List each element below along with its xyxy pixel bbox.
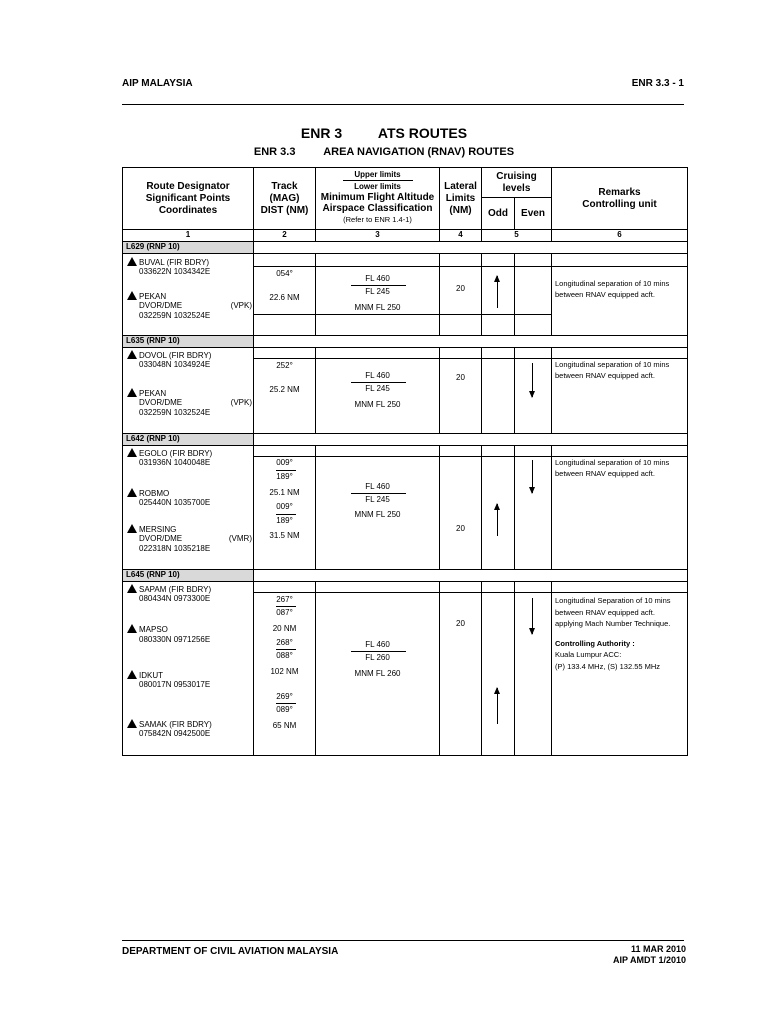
controlling-authority-label: Controlling Authority : bbox=[555, 638, 635, 648]
footer-department: DEPARTMENT OF CIVIL AVIATION MALAYSIA bbox=[122, 946, 339, 957]
col2-header: Track (MAG) DIST (NM) bbox=[254, 168, 316, 230]
l629-lateral: 20 bbox=[440, 254, 482, 336]
route-l645-row bbox=[123, 582, 688, 756]
arrow-up-icon bbox=[497, 504, 498, 536]
col5-header: Cruising levels Odd Even bbox=[482, 168, 552, 230]
l635-limits: FL 460 FL 245 MNM FL 250 bbox=[316, 348, 440, 434]
title-ats: ATS ROUTES bbox=[377, 125, 468, 141]
route-l642-row bbox=[123, 446, 688, 570]
l642-even bbox=[515, 446, 552, 570]
triangle-icon bbox=[127, 670, 137, 679]
triangle-icon bbox=[127, 291, 137, 300]
odd-header: Odd bbox=[482, 198, 515, 229]
l645-lateral: 20 bbox=[440, 582, 482, 756]
triangle-icon bbox=[127, 624, 137, 633]
triangle-icon bbox=[127, 719, 137, 728]
l635-odd bbox=[482, 348, 515, 434]
route-l629-row bbox=[123, 254, 688, 336]
arrow-down-icon bbox=[532, 363, 533, 397]
title-enr: ENR 3 bbox=[300, 125, 343, 141]
triangle-icon bbox=[127, 350, 137, 359]
footer-rule bbox=[122, 940, 684, 941]
triangle-icon bbox=[127, 584, 137, 593]
section-number: ENR 3.3 bbox=[253, 146, 296, 158]
section-title bbox=[0, 146, 768, 158]
l645-even bbox=[515, 582, 552, 756]
even-header: Even bbox=[521, 208, 545, 219]
l635-remarks: Longitudinal separation of 10 mins between RNAV equipped acft. bbox=[552, 348, 688, 434]
route-l635-row bbox=[123, 348, 688, 434]
l645-track: 267° 087° 20 NM 268° 088° 102 NM 269° 089° 65 NM bbox=[254, 582, 316, 756]
l635-track: 252° 25.2 NM bbox=[254, 348, 316, 434]
triangle-icon bbox=[127, 524, 137, 533]
route-header-row bbox=[123, 242, 688, 254]
col6-header: Remarks Controlling unit bbox=[552, 168, 688, 230]
l635-lateral: 20 bbox=[440, 348, 482, 434]
triangle-icon bbox=[127, 388, 137, 397]
route-header-row bbox=[123, 434, 688, 446]
l645-remarks: Longitudinal Separation of 10 mins between RNAV equipped acft. applying Mach Number Technique. Controlling Authority : Kuala Lumpur ACC: (P) 133.4 MHz, (S) 132.55 MHz bbox=[552, 582, 688, 756]
triangle-icon bbox=[127, 257, 137, 266]
route-l629-name: L629 (RNP 10) bbox=[123, 242, 254, 254]
footer-date: 11 MAR 2010 bbox=[630, 944, 686, 954]
col4-header: Lateral Limits (NM) bbox=[440, 168, 482, 230]
l642-points: EGOLO (FIR BDRY) 031936N 1040048E ROBMO 025440N 1035700E MERSING DVOR/DME (VMR) 022318N 1035218E bbox=[123, 446, 254, 570]
l629-even bbox=[515, 254, 552, 336]
arrow-down-icon bbox=[532, 460, 533, 493]
arrow-down-icon bbox=[532, 598, 533, 634]
footer-date-block bbox=[613, 944, 686, 966]
header-left: AIP MALAYSIA bbox=[122, 78, 193, 89]
route-header-row bbox=[123, 336, 688, 348]
l642-limits: FL 460 FL 245 MNM FL 250 bbox=[316, 446, 440, 570]
triangle-icon bbox=[127, 448, 137, 457]
triangle-icon bbox=[127, 488, 137, 497]
route-l642-name: L642 (RNP 10) bbox=[123, 434, 254, 446]
l635-points: DOVOL (FIR BDRY) 033048N 1034924E PEKAN DVOR/DME (VPK) 032259N 1032524E bbox=[123, 348, 254, 434]
col3-header: Upper limits Lower limits Minimum Flight Altitude Airspace Classification (Refer to ENR 1.4-1) bbox=[316, 168, 440, 230]
l642-remarks: Longitudinal separation of 10 mins between RNAV equipped acft. bbox=[552, 446, 688, 570]
arrow-up-icon bbox=[497, 688, 498, 724]
l642-track: 009° 189° 25.1 NM 009° 189° 31.5 NM bbox=[254, 446, 316, 570]
l642-odd bbox=[482, 446, 515, 570]
header-right: ENR 3.3 - 1 bbox=[631, 78, 684, 89]
l642-lateral: 20 bbox=[440, 446, 482, 570]
header-rule bbox=[122, 104, 684, 105]
section-name: AREA NAVIGATION (RNAV) ROUTES bbox=[323, 146, 515, 158]
column-number-row: 1 2 3 4 5 6 bbox=[123, 230, 688, 242]
l629-remarks: Longitudinal separation of 10 mins between RNAV equipped acft. bbox=[552, 254, 688, 336]
route-l635-name: L635 (RNP 10) bbox=[123, 336, 254, 348]
l629-points: BUVAL (FIR BDRY) 033622N 1034342E PEKAN DVOR/DME (VPK) 032259N 1032524E bbox=[123, 254, 254, 336]
l645-odd bbox=[482, 582, 515, 756]
l645-points: SAPAM (FIR BDRY) 080434N 0973300E MAPSO 080330N 0971256E IDKUT 080017N 0953017E SAMAK (FIR BDRY) 075842N 0942500E bbox=[123, 582, 254, 756]
rnav-routes-table bbox=[122, 167, 688, 756]
table-header-row bbox=[123, 168, 688, 230]
col1-header: Route Designator Significant Points Coordinates bbox=[123, 168, 254, 230]
footer-amdt: AIP AMDT 1/2010 bbox=[612, 955, 686, 965]
route-l645-name: L645 (RNP 10) bbox=[123, 570, 254, 582]
route-header-row bbox=[123, 570, 688, 582]
l629-limits: FL 460 FL 245 MNM FL 250 bbox=[316, 254, 440, 336]
l629-odd bbox=[482, 254, 515, 336]
l635-even bbox=[515, 348, 552, 434]
arrow-up-icon bbox=[497, 276, 498, 308]
page-title bbox=[0, 125, 768, 141]
l645-limits: FL 460 FL 260 MNM FL 260 bbox=[316, 582, 440, 756]
l629-track: 054° 22.6 NM bbox=[254, 254, 316, 336]
